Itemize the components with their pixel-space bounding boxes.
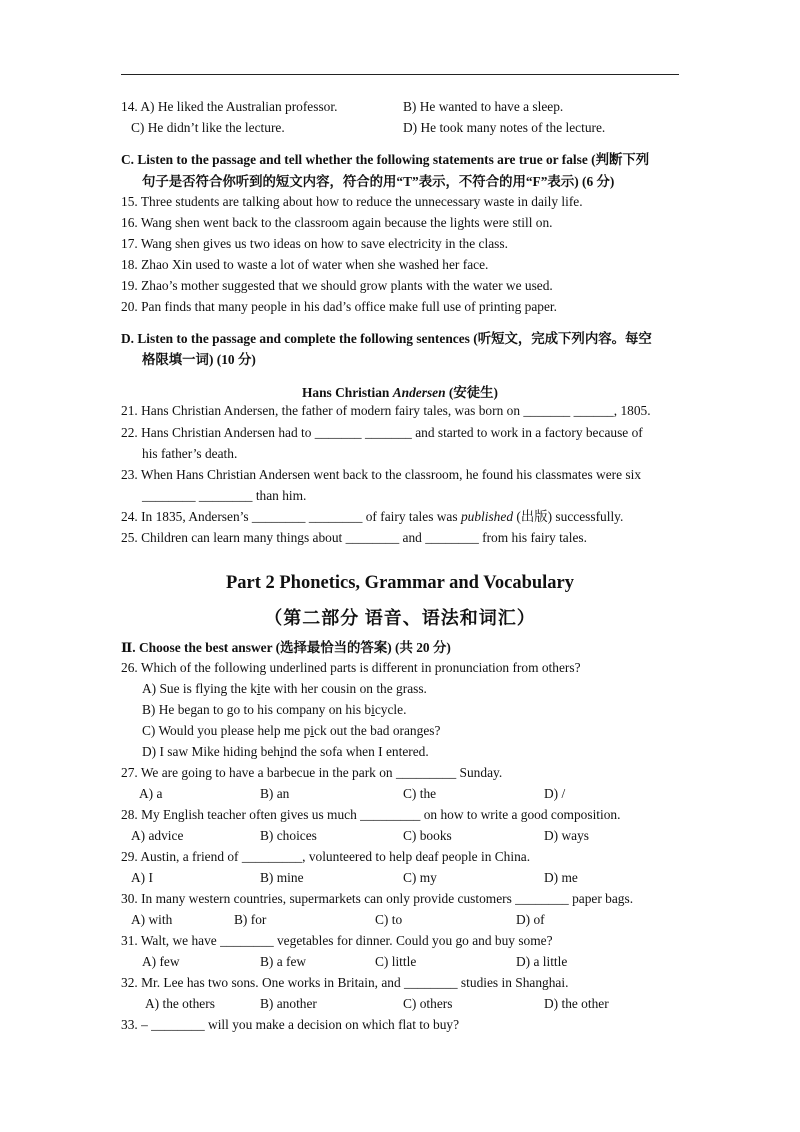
question-24 <box>121 509 623 525</box>
statement-20: 20. Pan finds that many people in his dad’s office make full use of printing paper. <box>121 299 557 314</box>
question-24-italic: published <box>460 509 514 524</box>
section-d-heading: D. Listen to the passage and complete the following sentences (听短文，完成下列内容。每空 <box>121 331 652 346</box>
part-2-title: Part 2 Phonetics, Grammar and Vocabulary <box>225 573 575 593</box>
question-25: 25. Children can learn many things about ________ and ________ from his fairy tales. <box>121 530 587 545</box>
section-c-heading: C. Listen to the passage and tell whether the following statements are true or false (判断下列 <box>121 152 650 167</box>
q32-option-c: C) others <box>403 996 453 1011</box>
question-28: 28. My English teacher often gives us much _________ on how to write a good composition. <box>121 807 621 822</box>
q28-option-a: A) advice <box>131 828 184 843</box>
question-30: 30. In many western countries, supermarkets can only provide customers ________ paper bags. <box>121 891 634 906</box>
statement-18: 18. Zhao Xin used to waste a lot of water when she washed her face. <box>121 257 489 272</box>
question-24-end: (出版) successfully. <box>513 509 624 524</box>
q31-option-a: A) few <box>142 954 180 969</box>
question-23: 23. When Hans Christian Andersen went back to the classroom, he found his classmates were six <box>121 467 642 482</box>
q26-a-post: te with her cousin on the grass. <box>260 681 427 696</box>
q32-option-d: D) the other <box>544 996 609 1011</box>
section-ii-numeral: Ⅱ <box>121 640 133 655</box>
section-ii-title: . Choose the best answer (选择最恰当的答案) (共 20 分) <box>132 640 451 655</box>
question-22-cont: his father’s death. <box>142 446 238 461</box>
question-22: 22. Hans Christian Andersen had to _______ _______ and started to work in a factory because of <box>121 425 643 440</box>
q30-option-a: A) with <box>131 912 173 927</box>
statement-15: 15. Three students are talking about how to reduce the unnecessary waste in daily life. <box>121 194 583 209</box>
q26-b-pre: B) He began to go to his company on his b <box>142 702 372 717</box>
q31-option-c: C) little <box>375 954 417 969</box>
q14-option-c: C) He didn’t like the lecture. <box>131 120 285 135</box>
q14-option-b: B) He wanted to have a sleep. <box>403 99 564 114</box>
q14-option-a: 14. A) He liked the Australian professor. <box>121 99 338 114</box>
q31-option-d: D) a little <box>516 954 568 969</box>
q30-option-c: C) to <box>375 912 403 927</box>
q27-option-a: A) a <box>139 786 163 801</box>
q26-d-pre: D) I saw Mike hiding beh <box>142 744 280 759</box>
passage-title-chinese: (安徒生) <box>445 385 499 400</box>
q29-option-c: C) my <box>403 870 437 885</box>
question-26: 26. Which of the following underlined parts is different in pronunciation from others? <box>121 660 581 675</box>
q26-d-post: nd the sofa when I entered. <box>283 744 429 759</box>
section-d-heading-cont: 格限填一词) (10 分) <box>142 352 256 367</box>
question-29: 29. Austin, a friend of _________, volunteered to help deaf people in China. <box>121 849 531 864</box>
statement-19: 19. Zhao’s mother suggested that we should grow plants with the water we used. <box>121 278 553 293</box>
q29-option-b: B) mine <box>260 870 304 885</box>
q26-a-underlined: i <box>256 681 261 696</box>
q32-option-a: A) the others <box>145 996 215 1011</box>
question-33: 33. – ________ will you make a decision on which flat to buy? <box>121 1017 460 1032</box>
passage-title <box>0 382 800 401</box>
statement-16: 16. Wang shen went back to the classroom again because the lights were still on. <box>121 215 553 230</box>
question-24-text: 24. In 1835, Andersen’s ________ ________ of fairy tales was <box>121 509 461 524</box>
passage-title-name: Hans Christian <box>301 385 393 400</box>
q27-option-d: D) / <box>544 786 566 801</box>
q26-b-post: cycle. <box>374 702 407 717</box>
question-23-cont: ________ ________ than him. <box>142 488 307 503</box>
statement-17: 17. Wang shen gives us two ideas on how to save electricity in the class. <box>121 236 508 251</box>
q27-option-c: C) the <box>403 786 437 801</box>
q26-d-underlined: i <box>279 744 284 759</box>
question-27: 27. We are going to have a barbecue in the park on _________ Sunday. <box>121 765 503 780</box>
q26-option-a <box>142 681 427 697</box>
q29-option-d: D) me <box>544 870 578 885</box>
q30-option-d: D) of <box>516 912 545 927</box>
q26-option-b <box>142 702 406 718</box>
q26-c-post: ck out the bad oranges? <box>314 723 441 738</box>
q27-option-b: B) an <box>260 786 290 801</box>
q26-b-underlined: i <box>371 702 375 717</box>
q26-c-pre: C) Would you please help me p <box>142 723 311 738</box>
q31-option-b: B) a few <box>260 954 307 969</box>
top-rule <box>121 74 679 75</box>
question-21: 21. Hans Christian Andersen, the father of modern fairy tales, was born on _______ ______, 1805. <box>121 403 651 418</box>
q28-option-c: C) books <box>403 828 452 843</box>
q26-option-c <box>142 723 440 739</box>
part-2-subtitle: （第二部分 语音、语法和词汇） <box>264 608 536 628</box>
q30-option-b: B) for <box>234 912 267 927</box>
q26-a-pre: A) Sue is flying the k <box>142 681 257 696</box>
q28-option-b: B) choices <box>260 828 317 843</box>
q29-option-a: A) I <box>131 870 153 885</box>
section-c-heading-cont: 句子是否符合你听到的短文内容，符合的用“T”表示，不符合的用“F”表示) (6 分) <box>142 174 615 189</box>
question-31: 31. Walt, we have ________ vegetables for dinner. Could you go and buy some? <box>121 933 553 948</box>
q26-option-d <box>142 744 429 760</box>
question-32: 32. Mr. Lee has two sons. One works in Britain, and ________ studies in Shanghai. <box>121 975 569 990</box>
q14-option-d: D) He took many notes of the lecture. <box>403 120 606 135</box>
q32-option-b: B) another <box>260 996 317 1011</box>
passage-title-surname: Andersen <box>392 385 446 400</box>
q28-option-d: D) ways <box>544 828 589 843</box>
q26-c-underlined: i <box>310 723 314 738</box>
section-ii-heading <box>121 640 451 656</box>
